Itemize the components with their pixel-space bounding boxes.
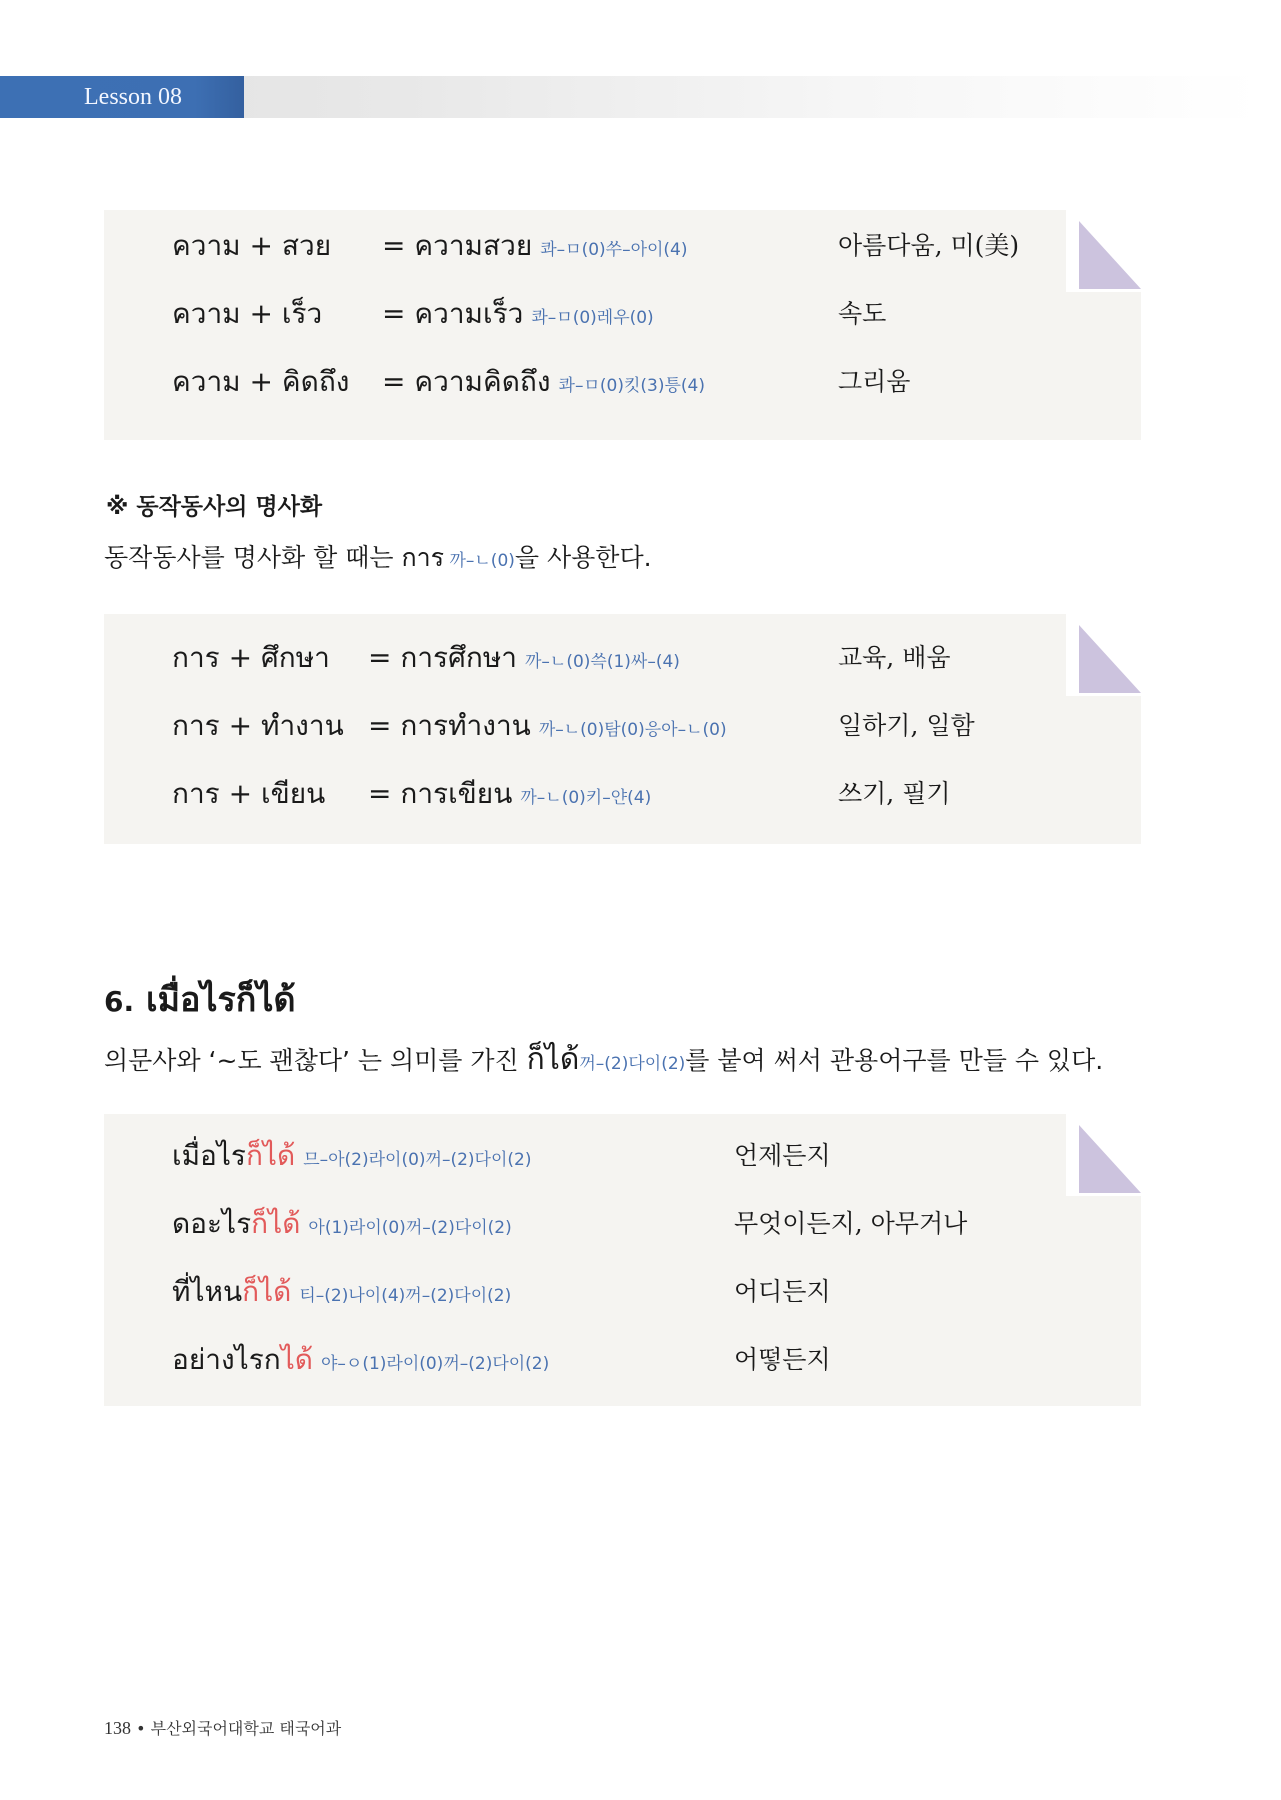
note-body: 동작동사를 명사화 할 때는 การ 까–ㄴ(0)을 사용한다. xyxy=(104,543,652,572)
pronunciation: 까–ㄴ(0)탐(0)응아–ㄴ(0) xyxy=(538,720,727,740)
vocab-row xyxy=(104,226,1141,266)
vocab-row xyxy=(104,706,1141,746)
section-title: 6. เมื่อไรก็ได้ xyxy=(104,980,296,1020)
expression-row xyxy=(104,1340,1141,1380)
formula-result: = การเขียน 까–ㄴ(0)키–얀(4) xyxy=(368,777,652,810)
meaning: 어디든지 xyxy=(734,1277,831,1306)
footer-bullet: • xyxy=(136,1719,146,1738)
vocab-row xyxy=(104,362,1141,402)
expression-box xyxy=(104,1114,1141,1406)
vocab-row xyxy=(104,774,1141,814)
formula-base: ความ + คิดถึง xyxy=(172,365,350,398)
meaning: 속도 xyxy=(838,299,887,328)
lesson-label: Lesson 08 xyxy=(0,76,244,118)
vocab-box-kwam xyxy=(104,210,1141,440)
pronunciation: 콰–ㅁ(0)레우(0) xyxy=(531,308,654,328)
meaning: 언제든지 xyxy=(734,1141,831,1170)
expression-row xyxy=(104,1136,1141,1176)
pronunciation: 티–(2)나이(4)꺼–(2)다이(2) xyxy=(299,1286,512,1306)
meaning: 무엇이든지, 아무거나 xyxy=(734,1209,968,1238)
formula-result: = ความสวย 콰–ㅁ(0)쑤–아이(4) xyxy=(382,229,688,262)
thai-expression: ที่ไหนก็ได้ 티–(2)나이(4)꺼–(2)다이(2) xyxy=(172,1275,512,1308)
pronunciation: 므–아(2)라이(0)꺼–(2)다이(2) xyxy=(303,1150,532,1170)
pronunciation: 까–ㄴ(0)쓱(1)싸–(4) xyxy=(525,652,680,672)
formula-base: ความ + เร็ว xyxy=(172,297,323,330)
vocab-row xyxy=(104,638,1141,678)
page-number: 138 xyxy=(104,1718,131,1738)
meaning: 어떻든지 xyxy=(734,1345,831,1374)
vocab-box-kaan xyxy=(104,614,1141,844)
thai-expression: อย่างไรกได้ 야–ㅇ(1)라이(0)꺼–(2)다이(2) xyxy=(172,1343,550,1376)
meaning: 그리움 xyxy=(838,367,911,396)
note-title: ※ 동작동사의 명사화 xyxy=(106,494,323,520)
pronunciation: 까–ㄴ(0)키–얀(4) xyxy=(520,788,652,808)
pronunciation: 콰–ㅁ(0)쑤–아이(4) xyxy=(540,240,688,260)
formula-result: = การทำงาน 까–ㄴ(0)탐(0)응아–ㄴ(0) xyxy=(368,709,727,742)
pronunciation: 콰–ㅁ(0)킷(3)틍(4) xyxy=(558,376,705,396)
expression-row xyxy=(104,1272,1141,1312)
pronunciation: 야–ㅇ(1)라이(0)꺼–(2)다이(2) xyxy=(320,1354,550,1374)
meaning: 교육, 배움 xyxy=(838,643,951,672)
thai-expression: ดอะไรก็ได้ 아(1)라이(0)꺼–(2)다이(2) xyxy=(172,1207,512,1240)
expression-row xyxy=(104,1204,1141,1244)
pronunciation: 아(1)라이(0)꺼–(2)다이(2) xyxy=(308,1218,512,1238)
footer-school: 부산외국어대학교 태국어과 xyxy=(150,1719,342,1738)
thai-expression: เมื่อไรก็ได้ 므–아(2)라이(0)꺼–(2)다이(2) xyxy=(172,1139,532,1172)
meaning: 아름다움, 미(美) xyxy=(838,231,1020,260)
meaning: 쓰기, 필기 xyxy=(838,779,951,808)
formula-base: ความ + สวย xyxy=(172,229,332,262)
formula-result: = ความเร็ว 콰–ㅁ(0)레우(0) xyxy=(382,297,654,330)
vocab-row xyxy=(104,294,1141,334)
page-footer xyxy=(104,1716,341,1739)
formula-result: = ความคิดถึง 콰–ㅁ(0)킷(3)틍(4) xyxy=(382,365,705,398)
formula-base: การ + ทำงาน xyxy=(172,709,344,742)
meaning: 일하기, 일함 xyxy=(838,711,975,740)
formula-base: การ + เขียน xyxy=(172,777,326,810)
formula-result: = การศึกษา 까–ㄴ(0)쓱(1)싸–(4) xyxy=(368,641,680,674)
formula-base: การ + ศึกษา xyxy=(172,641,330,674)
section-body: 의문사와 ‘~도 괜찮다’ 는 의미를 가진 ก็ได้꺼–(2)다이(2)를 붙여 써서 관용어구를 만들 수 있다. xyxy=(104,1042,1104,1077)
